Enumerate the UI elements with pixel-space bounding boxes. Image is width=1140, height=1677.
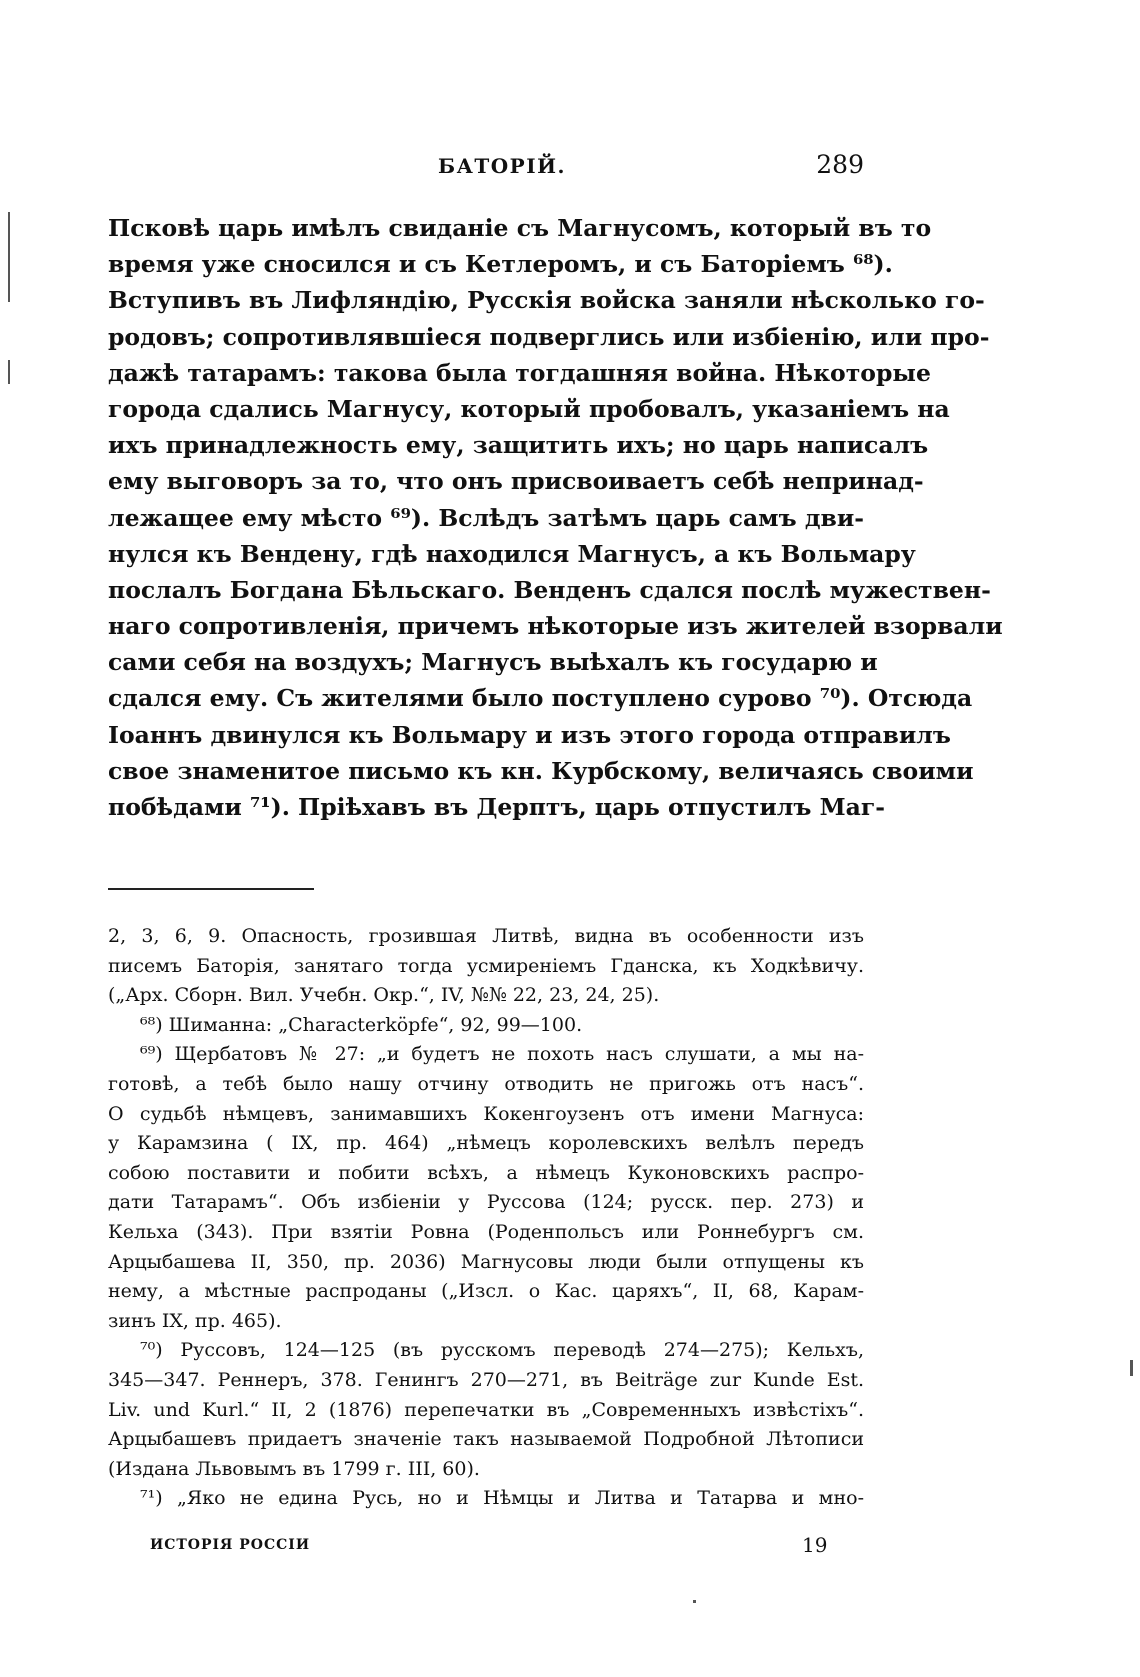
- text-line: Іоаннъ двинулся къ Вольмару и изъ этого города отправилъ: [108, 720, 951, 749]
- footnote-line: дати Татарамъ“. Объ избіеніи у Руссова (124; русск. пер. 273) и: [108, 1191, 864, 1214]
- text-line: дажѣ татарамъ: такова была тогдашняя война. Нѣкоторые: [108, 358, 931, 387]
- signature-mark: ИСТОРІЯ РОССІИ: [150, 1537, 311, 1553]
- footnote-line: писемъ Баторія, занятаго тогда усмиреніемъ Гданска, къ Ходкѣвичу.: [108, 954, 864, 977]
- text-line: сами себя на воздухъ; Магнусъ выѣхалъ къ государю и: [108, 648, 878, 677]
- text-line: побѣдами ⁷¹). Пріѣхавъ въ Дерптъ, царь отпустилъ Маг-: [108, 793, 885, 821]
- footnote-line: зинъ IX, пр. 465).: [108, 1309, 282, 1332]
- scan-mark: [693, 1600, 696, 1603]
- scan-mark: [8, 360, 10, 384]
- page-number: 289: [816, 150, 864, 179]
- scan-mark: [1130, 1360, 1133, 1376]
- footnote-line: ⁷⁰) Руссовъ, 124—125 (въ русскомъ переводѣ 274—275); Кельхъ,: [140, 1339, 864, 1362]
- text-line: города сдались Магнусу, который пробовалъ, указаніемъ на: [108, 394, 950, 423]
- text-line: свое знаменитое письмо къ кн. Курбскому, величаясь своими: [108, 756, 974, 785]
- text-line: Псковѣ царь имѣлъ свиданіе съ Магнусомъ, который въ то: [108, 214, 932, 242]
- footnote-line: 345—347. Реннеръ, 378. Генингъ 270—271, въ Beiträge zur Kunde Est.: [108, 1368, 864, 1391]
- footnote-line: (Издана Львовымъ въ 1799 г. III, 60).: [108, 1457, 480, 1480]
- text-line: сдался ему. Съ жителями было поступлено сурово ⁷⁰). Отсюда: [108, 684, 973, 713]
- scan-mark: [8, 212, 10, 302]
- footnote-line: Кельха (343). При взятіи Ровна (Роденпольсъ или Роннебургъ см.: [108, 1220, 864, 1243]
- footnote-line: Арцыбашевъ придаетъ значеніе такъ называемой Подробной Лѣтописи: [108, 1428, 864, 1451]
- footnote-line: Liv. und Kurl.“ II, 2 (1876) перепечатки въ „Современныхъ извѣстіхъ“.: [108, 1398, 864, 1421]
- footnote-line: собою поставити и побити всѣхъ, а нѣмецъ Куконовскихъ распро-: [108, 1161, 864, 1184]
- page-footer: [108, 1533, 864, 1559]
- footnote-line: ⁷¹) „Яко не едина Русь, но и Нѣмцы и Литва и Татарва и мно-: [140, 1487, 864, 1510]
- text-line: нулся къ Вендену, гдѣ находился Магнусъ, а къ Вольмару: [108, 539, 916, 568]
- text-line: родовъ; сопротивлявшіеся подверглись или избіенію, или про-: [108, 322, 990, 351]
- footnote-line: ⁶⁹) Щербатовъ № 27: „и будетъ не похоть насъ слушати, а мы на-: [140, 1043, 864, 1066]
- footnote-line: нему, а мѣстные распроданы („Изсл. о Кас. царяхъ“, II, 68, Карам-: [108, 1280, 864, 1303]
- footnote-line: 2, 3, 6, 9. Опасность, грозившая Литвѣ, видна въ особенности изъ: [108, 925, 864, 947]
- main-text: [108, 210, 1003, 825]
- footnote-line: О судьбѣ нѣмцевъ, занимавшихъ Кокенгоузенъ отъ имени Магнуса:: [108, 1102, 864, 1125]
- text-line: ихъ принадлежность ему, защитить ихъ; но царь написалъ: [108, 431, 929, 460]
- running-head: БАТОРІЙ.: [438, 154, 566, 178]
- text-line: ему выговоръ за то, что онъ присвоиваетъ себѣ непринад-: [108, 467, 924, 496]
- text-line: послалъ Богдана Бѣльскаго. Венденъ сдался послѣ мужествен-: [108, 575, 991, 604]
- footnote-line: у Карамзина ( IX, пр. 464) „нѣмецъ королевскихъ велѣлъ передъ: [108, 1132, 864, 1155]
- text-line: время уже сносился и съ Кетлеромъ, и съ Баторіемъ ⁶⁸).: [108, 250, 893, 279]
- footnote-line: ⁶⁸) Шиманна: „Characterköpfe“, 92, 99—100.: [140, 1013, 583, 1036]
- footnote-separator: [108, 888, 314, 890]
- footnote-line: („Арх. Сборн. Вил. Учебн. Окр.“, IV, №№ 22, 23, 24, 25).: [108, 984, 660, 1007]
- page-header: [108, 150, 864, 184]
- sheet-number: 19: [802, 1533, 828, 1557]
- text-line: Вступивъ въ Лифляндію, Русскія войска заняли нѣсколько го-: [108, 286, 985, 315]
- footnote-line: Арцыбашева II, 350, пр. 2036) Магнусовы люди были отпущены къ: [108, 1250, 864, 1273]
- text-line: наго сопротивленія, причемъ нѣкоторые изъ жителей взорвали: [108, 612, 1003, 641]
- footnotes: [108, 922, 864, 1518]
- footnote-line: готовѣ, а тебѣ было нашу отчину отводить не пригожь отъ насъ“.: [108, 1072, 864, 1095]
- text-line: лежащее ему мѣсто ⁶⁹). Вслѣдъ затѣмъ царь самъ дви-: [108, 503, 864, 532]
